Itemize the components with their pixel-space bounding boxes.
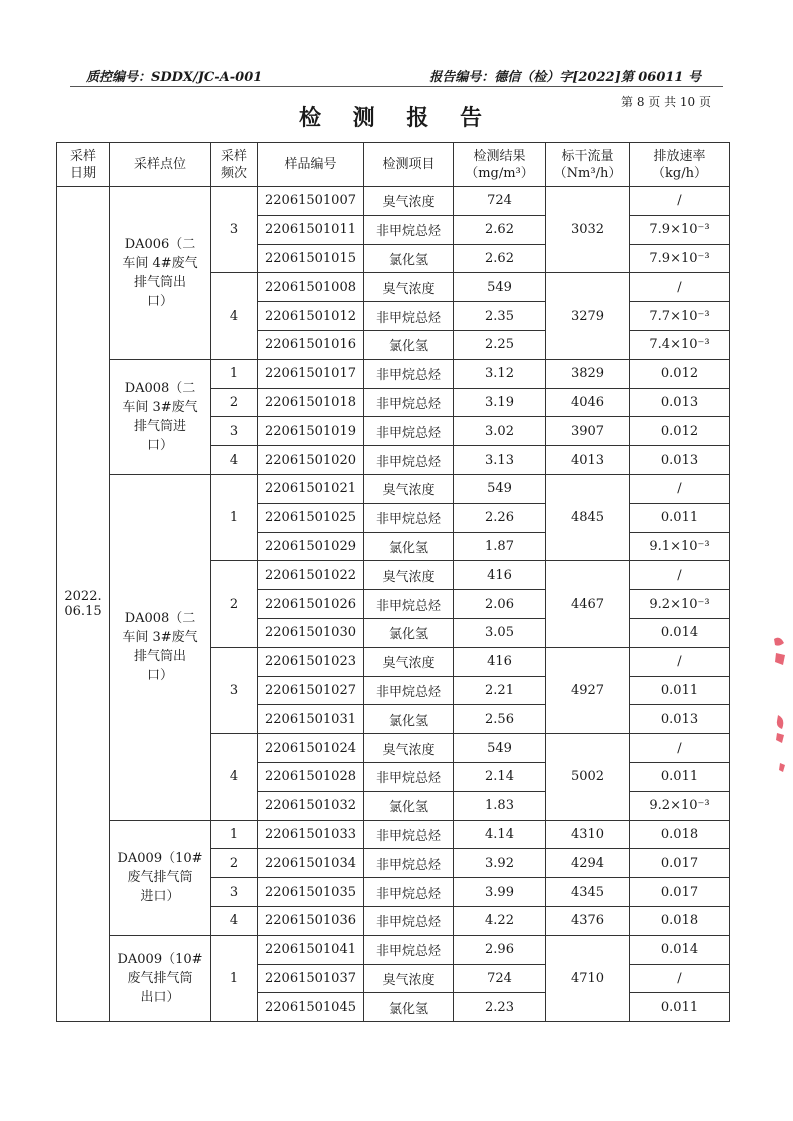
sample-number: 22061501027	[258, 676, 364, 705]
test-item: 氯化氢	[364, 993, 454, 1022]
sampling-frequency: 3	[211, 878, 258, 907]
sample-number: 22061501028	[258, 762, 364, 791]
sampling-frequency: 4	[211, 906, 258, 935]
col-flow: 标干流量 （Nm³/h）	[546, 143, 630, 187]
sample-number: 22061501007	[258, 187, 364, 216]
sample-number: 22061501032	[258, 791, 364, 820]
standard-dry-flow: 3279	[546, 273, 630, 359]
test-result: 2.23	[454, 993, 546, 1022]
sampling-frequency: 2	[211, 561, 258, 647]
sampling-point-line: 废气排气筒	[127, 970, 193, 986]
test-result: 549	[454, 734, 546, 763]
sampling-point	[110, 935, 211, 1021]
test-result: 2.62	[454, 215, 546, 244]
emission-rate: 0.011	[630, 676, 730, 705]
emission-rate: 0.013	[630, 388, 730, 417]
emission-rate: 0.011	[630, 503, 730, 532]
col-item: 检测项目	[364, 143, 454, 187]
test-item: 非甲烷总烃	[364, 762, 454, 791]
test-item: 臭气浓度	[364, 561, 454, 590]
test-result: 724	[454, 964, 546, 993]
sampling-frequency: 4	[211, 273, 258, 359]
test-item: 臭气浓度	[364, 647, 454, 676]
test-result: 2.26	[454, 503, 546, 532]
sample-number: 22061501035	[258, 878, 364, 907]
test-item: 非甲烷总烃	[364, 388, 454, 417]
sample-number: 22061501033	[258, 820, 364, 849]
standard-dry-flow: 4467	[546, 561, 630, 647]
sample-number: 22061501026	[258, 590, 364, 619]
test-item: 非甲烷总烃	[364, 359, 454, 388]
sample-number: 22061501016	[258, 330, 364, 359]
test-result: 4.22	[454, 906, 546, 935]
standard-dry-flow: 3829	[546, 359, 630, 388]
test-item: 氯化氢	[364, 618, 454, 647]
col-rate: 排放速率 （kg/h）	[630, 143, 730, 187]
sample-number: 22061501021	[258, 474, 364, 503]
test-result: 1.87	[454, 532, 546, 561]
test-item: 氯化氢	[364, 791, 454, 820]
test-item: 非甲烷总烃	[364, 215, 454, 244]
test-result: 724	[454, 187, 546, 216]
sample-number: 22061501012	[258, 302, 364, 331]
emission-rate: 0.017	[630, 878, 730, 907]
report-code: 报告编号：德信（检）字[2022]第 06011 号	[429, 70, 701, 85]
sampling-point	[110, 474, 211, 820]
sampling-frequency: 4	[211, 446, 258, 475]
sample-number: 22061501034	[258, 849, 364, 878]
test-result: 3.92	[454, 849, 546, 878]
standard-dry-flow: 4710	[546, 935, 630, 1021]
sample-number: 22061501023	[258, 647, 364, 676]
test-result: 2.35	[454, 302, 546, 331]
sample-number: 22061501037	[258, 964, 364, 993]
sampling-date-line: 06.15	[64, 604, 102, 620]
test-result: 4.14	[454, 820, 546, 849]
sampling-frequency: 1	[211, 935, 258, 1021]
test-item: 氯化氢	[364, 330, 454, 359]
test-item: 非甲烷总烃	[364, 820, 454, 849]
test-item: 臭气浓度	[364, 187, 454, 216]
emission-rate: 0.014	[630, 618, 730, 647]
emission-rate: 0.011	[630, 993, 730, 1022]
sampling-frequency: 4	[211, 734, 258, 820]
sampling-frequency: 3	[211, 417, 258, 446]
test-result: 3.99	[454, 878, 546, 907]
col-sample-no: 样品编号	[258, 143, 364, 187]
sampling-date-line: 2022.	[64, 589, 102, 605]
quality-code: 质控编号：SDDX/JC-A-001	[86, 70, 263, 85]
sample-number: 22061501025	[258, 503, 364, 532]
sampling-point-line: DA009（10#	[117, 951, 203, 967]
sampling-frequency: 1	[211, 359, 258, 388]
emission-rate: 7.7×10⁻³	[630, 302, 730, 331]
emission-rate: 0.012	[630, 417, 730, 446]
sampling-point-line: 口）	[146, 437, 173, 453]
test-item: 臭气浓度	[364, 964, 454, 993]
standard-dry-flow: 4013	[546, 446, 630, 475]
sample-number: 22061501031	[258, 705, 364, 734]
test-item: 非甲烷总烃	[364, 878, 454, 907]
test-result: 3.12	[454, 359, 546, 388]
sampling-point	[110, 820, 211, 935]
emission-rate: /	[630, 647, 730, 676]
test-result: 416	[454, 647, 546, 676]
sampling-point-line: DA008（二	[124, 380, 196, 396]
emission-rate: 0.013	[630, 446, 730, 475]
sample-number: 22061501008	[258, 273, 364, 302]
sampling-point-line: 口）	[146, 293, 173, 309]
sampling-point-line: 口）	[146, 668, 173, 684]
sampling-point-line: 排气筒进	[133, 418, 186, 434]
test-item: 臭气浓度	[364, 474, 454, 503]
test-result: 2.06	[454, 590, 546, 619]
emission-rate: 0.014	[630, 935, 730, 964]
test-item: 非甲烷总烃	[364, 417, 454, 446]
table-row	[57, 820, 730, 849]
emission-rate: /	[630, 964, 730, 993]
test-result: 549	[454, 273, 546, 302]
emission-rate: 7.9×10⁻³	[630, 215, 730, 244]
test-result: 2.56	[454, 705, 546, 734]
emission-rate: /	[630, 474, 730, 503]
test-item: 非甲烷总烃	[364, 590, 454, 619]
emission-rate: 7.4×10⁻³	[630, 330, 730, 359]
sample-number: 22061501011	[258, 215, 364, 244]
test-result: 1.83	[454, 791, 546, 820]
sample-number: 22061501019	[258, 417, 364, 446]
sampling-point-line: DA006（二	[124, 236, 196, 252]
emission-rate: 9.2×10⁻³	[630, 791, 730, 820]
standard-dry-flow: 4927	[546, 647, 630, 733]
col-freq: 采样 频次	[211, 143, 258, 187]
test-item: 非甲烷总烃	[364, 935, 454, 964]
sampling-point-line: 车间 4#废气	[122, 255, 198, 271]
sample-number: 22061501045	[258, 993, 364, 1022]
test-result: 549	[454, 474, 546, 503]
table-row	[57, 935, 730, 964]
sample-number: 22061501036	[258, 906, 364, 935]
sampling-point-line: DA009（10#	[117, 851, 203, 867]
page-info: 第 8 页 共 10 页	[621, 95, 711, 109]
emission-rate: /	[630, 734, 730, 763]
test-item: 氯化氢	[364, 705, 454, 734]
sampling-point-line: 排气筒出	[133, 649, 186, 665]
emission-rate: 0.011	[630, 762, 730, 791]
sample-number: 22061501015	[258, 244, 364, 273]
test-result: 3.05	[454, 618, 546, 647]
sample-number: 22061501022	[258, 561, 364, 590]
standard-dry-flow: 4376	[546, 906, 630, 935]
header-divider	[70, 86, 723, 87]
test-result: 3.13	[454, 446, 546, 475]
standard-dry-flow: 4294	[546, 849, 630, 878]
test-item: 非甲烷总烃	[364, 849, 454, 878]
test-result: 3.19	[454, 388, 546, 417]
sampling-frequency: 3	[211, 647, 258, 733]
test-result: 2.21	[454, 676, 546, 705]
table-header-row	[57, 143, 730, 187]
sampling-point	[110, 187, 211, 360]
seal-stamp-fragment	[770, 635, 790, 775]
sampling-frequency: 2	[211, 388, 258, 417]
page-title: 检 测 报 告	[299, 105, 494, 131]
standard-dry-flow: 4845	[546, 474, 630, 560]
standard-dry-flow: 4310	[546, 820, 630, 849]
test-item: 非甲烷总烃	[364, 446, 454, 475]
table-row	[57, 474, 730, 503]
test-result: 2.25	[454, 330, 546, 359]
test-result: 2.14	[454, 762, 546, 791]
emission-rate: /	[630, 187, 730, 216]
standard-dry-flow: 4345	[546, 878, 630, 907]
test-item: 非甲烷总烃	[364, 676, 454, 705]
emission-rate: 7.9×10⁻³	[630, 244, 730, 273]
table-row	[57, 359, 730, 388]
emission-rate: 0.018	[630, 906, 730, 935]
standard-dry-flow: 3907	[546, 417, 630, 446]
sampling-frequency: 3	[211, 187, 258, 273]
sample-number: 22061501017	[258, 359, 364, 388]
col-date: 采样 日期	[57, 143, 110, 187]
test-result: 2.96	[454, 935, 546, 964]
sampling-point-line: 出口）	[140, 989, 180, 1005]
col-result: 检测结果 （mg/m³）	[454, 143, 546, 187]
sampling-point-line: 废气排气筒	[127, 870, 193, 886]
standard-dry-flow: 5002	[546, 734, 630, 820]
test-item: 非甲烷总烃	[364, 503, 454, 532]
emission-rate: /	[630, 561, 730, 590]
table-body	[57, 187, 730, 1022]
emission-rate: /	[630, 273, 730, 302]
emission-rate: 0.013	[630, 705, 730, 734]
emission-rate: 0.017	[630, 849, 730, 878]
sampling-point-line: 排气筒出	[133, 274, 186, 290]
test-item: 臭气浓度	[364, 734, 454, 763]
test-result: 3.02	[454, 417, 546, 446]
test-item: 非甲烷总烃	[364, 906, 454, 935]
sample-number: 22061501024	[258, 734, 364, 763]
test-item: 氯化氢	[364, 244, 454, 273]
sampling-frequency: 1	[211, 820, 258, 849]
test-result: 416	[454, 561, 546, 590]
standard-dry-flow: 4046	[546, 388, 630, 417]
emission-rate: 9.2×10⁻³	[630, 590, 730, 619]
test-item: 非甲烷总烃	[364, 302, 454, 331]
sample-number: 22061501029	[258, 532, 364, 561]
sample-number: 22061501018	[258, 388, 364, 417]
sample-number: 22061501030	[258, 618, 364, 647]
standard-dry-flow: 3032	[546, 187, 630, 273]
col-point: 采样点位	[110, 143, 211, 187]
emission-rate: 9.1×10⁻³	[630, 532, 730, 561]
sampling-point-line: 进口）	[140, 889, 180, 905]
sampling-point-line: 车间 3#废气	[122, 399, 198, 415]
table-row	[57, 187, 730, 216]
sampling-point-line: 车间 3#废气	[122, 630, 198, 646]
test-item: 臭气浓度	[364, 273, 454, 302]
emission-rate: 0.012	[630, 359, 730, 388]
sampling-frequency: 2	[211, 849, 258, 878]
sampling-date	[57, 187, 110, 1022]
sampling-point	[110, 359, 211, 474]
emission-rate: 0.018	[630, 820, 730, 849]
results-table	[56, 142, 730, 1022]
test-item: 氯化氢	[364, 532, 454, 561]
sampling-point-line: DA008（二	[124, 611, 196, 627]
sample-number: 22061501020	[258, 446, 364, 475]
sampling-frequency: 1	[211, 474, 258, 560]
sample-number: 22061501041	[258, 935, 364, 964]
test-result: 2.62	[454, 244, 546, 273]
